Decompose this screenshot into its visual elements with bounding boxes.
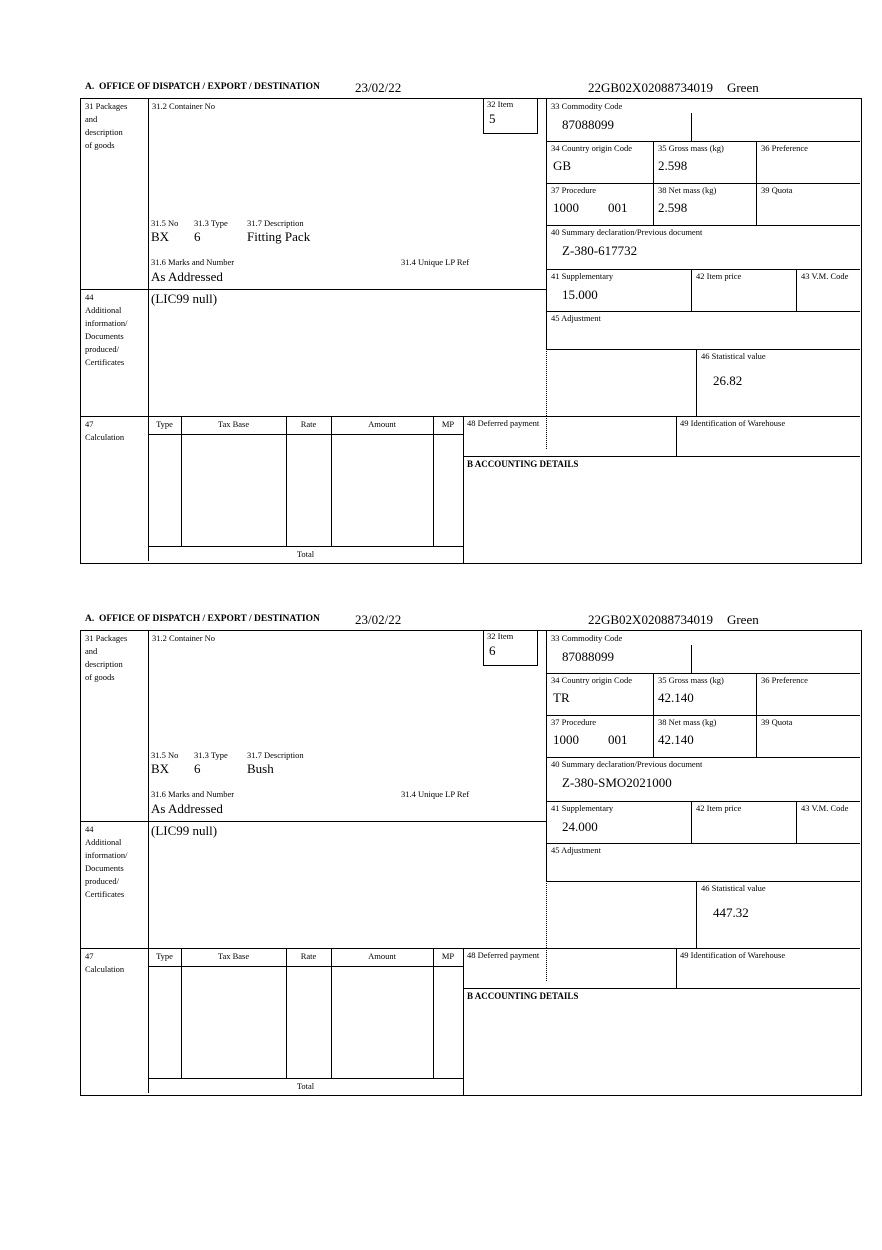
calc-col-mp: MP	[441, 951, 455, 961]
statistical-value: 447.32	[713, 905, 749, 920]
adjustment-label: 45 Adjustment	[551, 845, 601, 855]
divider-line	[546, 843, 860, 844]
declaration-item-block	[0, 80, 882, 580]
divider-line	[796, 269, 797, 311]
package-no-value: BX	[151, 229, 170, 244]
declaration-item-block	[0, 612, 882, 1112]
box44-label: 44	[85, 292, 94, 302]
divider-line	[676, 416, 677, 456]
divider-line	[796, 801, 797, 843]
dotted-divider-line	[546, 416, 547, 449]
calc-header-line	[148, 966, 463, 967]
calc-col-type: Type	[156, 419, 173, 429]
box31-label: and	[85, 646, 98, 656]
calc-col-mp: MP	[441, 419, 455, 429]
box44-label: Certificates	[85, 357, 125, 367]
calc-column-line	[433, 948, 434, 1078]
office-of-dispatch-label: A. OFFICE OF DISPATCH / EXPORT / DESTINATION	[85, 82, 320, 92]
country-origin-value: TR	[553, 690, 570, 705]
vm-code-label: 43 V.M. Code	[801, 271, 849, 281]
divider-line	[81, 416, 860, 417]
goods-description-value: Bush	[247, 761, 274, 776]
package-no-label: 31.5 No	[151, 750, 179, 760]
marks-label: 31.6 Marks and Number	[151, 257, 235, 267]
box31-label: of goods	[85, 140, 115, 150]
additional-info-value: (LIC99 null)	[151, 823, 218, 838]
package-type-label: 31.3 Type	[194, 750, 228, 760]
box44-label: Documents	[85, 863, 124, 873]
calc-column-line	[433, 416, 434, 546]
deferred-payment-label: 48 Deferred payment	[467, 418, 540, 428]
item-price-label: 42 Item price	[696, 803, 742, 813]
divider-line	[546, 311, 860, 312]
movement-reference	[588, 612, 759, 628]
divider-line	[546, 225, 860, 226]
container-no-label: 31.2 Container No	[152, 101, 216, 111]
divider-line	[546, 349, 860, 350]
commodity-code-tick-line	[691, 113, 692, 141]
box31-label: and	[85, 114, 98, 124]
box44-label: Documents	[85, 331, 124, 341]
description-label: 31.7 Description	[247, 218, 304, 228]
box44-label: Additional	[85, 837, 122, 847]
box31-label: description	[85, 127, 123, 137]
calc-total-line	[148, 546, 463, 547]
statistical-value-label: 46 Statistical value	[701, 351, 766, 361]
calc-total-line	[148, 1078, 463, 1079]
divider-line	[546, 141, 860, 142]
calc-col-amount: Amount	[368, 951, 396, 961]
marks-label: 31.6 Marks and Number	[151, 789, 235, 799]
gross-mass-value: 2.598	[658, 158, 688, 173]
calc-header-line	[148, 434, 463, 435]
calc-col-tax-base: Tax Base	[217, 419, 250, 429]
box47-label: 47	[85, 419, 94, 429]
routing-indicator: Green	[726, 80, 759, 95]
procedure-label: 37 Procedure	[551, 717, 597, 727]
calc-col-rate: Rate	[300, 951, 317, 961]
commodity-code-tick-line	[691, 645, 692, 673]
item-number-box	[483, 631, 538, 666]
supplementary-label: 41 Supplementary	[551, 271, 614, 281]
divider-line	[546, 801, 860, 802]
procedure-value: 1000	[553, 200, 579, 215]
previous-document-label: 40 Summary declaration/Previous document	[551, 227, 703, 237]
supplementary-value: 15.000	[562, 287, 598, 302]
country-origin-value: GB	[553, 158, 572, 173]
divider-line	[546, 269, 860, 270]
preference-label: 36 Preference	[761, 675, 808, 685]
calc-total-label: Total	[296, 1081, 315, 1091]
box31-label: of goods	[85, 672, 115, 682]
procedure-value-2: 001	[608, 732, 628, 747]
divider-line	[546, 757, 860, 758]
item-number-value: 5	[489, 111, 496, 126]
calc-column-line	[286, 416, 287, 546]
calc-column-line	[286, 948, 287, 1078]
net-mass-value: 2.598	[658, 200, 688, 215]
mrn-value: 22GB02X02088734019	[588, 80, 713, 95]
sad-form-grid	[80, 630, 862, 1096]
divider-line	[463, 416, 464, 563]
calc-col-tax-base: Tax Base	[217, 951, 250, 961]
item-price-label: 42 Item price	[696, 271, 742, 281]
preference-label: 36 Preference	[761, 143, 808, 153]
package-type-value: 6	[194, 229, 201, 244]
movement-reference	[588, 80, 759, 96]
divider-line	[691, 801, 692, 843]
box31-label: description	[85, 659, 123, 669]
commodity-code-label: 33 Commodity Code	[551, 101, 623, 111]
divider-line	[148, 631, 149, 1093]
statistical-value-label: 46 Statistical value	[701, 883, 766, 893]
box44-label: Additional	[85, 305, 122, 315]
country-origin-label: 34 Country origin Code	[551, 143, 632, 153]
dotted-divider-line	[546, 948, 547, 981]
box44-label: produced/	[85, 876, 119, 886]
routing-indicator: Green	[726, 612, 759, 627]
gross-mass-label: 35 Gross mass (kg)	[658, 675, 724, 685]
divider-line	[546, 715, 860, 716]
package-type-label: 31.3 Type	[194, 218, 228, 228]
quota-label: 39 Quota	[761, 717, 793, 727]
vm-code-label: 43 V.M. Code	[801, 803, 849, 813]
previous-document-value: Z-380-617732	[562, 243, 638, 258]
container-no-label: 31.2 Container No	[152, 633, 216, 643]
box44-label: information/	[85, 850, 128, 860]
declaration-date: 23/02/22	[355, 80, 402, 95]
warehouse-id-label: 49 Identification of Warehouse	[680, 418, 786, 428]
office-of-dispatch-label: A. OFFICE OF DISPATCH / EXPORT / DESTINATION	[85, 614, 320, 624]
previous-document-value: Z-380-SMO2021000	[562, 775, 672, 790]
gross-mass-value: 42.140	[658, 690, 694, 705]
additional-info-value: (LIC99 null)	[151, 291, 218, 306]
divider-line	[546, 881, 860, 882]
unique-lp-ref-label: 31.4 Unique LP Ref	[401, 257, 470, 267]
dotted-divider-line	[546, 349, 547, 416]
net-mass-value: 42.140	[658, 732, 694, 747]
supplementary-value: 24.000	[562, 819, 598, 834]
divider-line	[463, 948, 464, 1095]
box47-label: Calculation	[85, 432, 125, 442]
procedure-label: 37 Procedure	[551, 185, 597, 195]
box47-label: 47	[85, 951, 94, 961]
calc-column-line	[331, 416, 332, 546]
item-label: 32 Item	[487, 631, 514, 641]
divider-line	[546, 673, 860, 674]
calc-col-amount: Amount	[368, 419, 396, 429]
calc-column-line	[181, 416, 182, 546]
divider-line	[463, 988, 860, 989]
divider-line	[756, 673, 757, 757]
divider-line	[463, 456, 860, 457]
marks-value: As Addressed	[151, 801, 223, 816]
box47-label: Calculation	[85, 964, 125, 974]
net-mass-label: 38 Net mass (kg)	[658, 185, 717, 195]
divider-line	[756, 141, 757, 225]
deferred-payment-label: 48 Deferred payment	[467, 950, 540, 960]
gross-mass-label: 35 Gross mass (kg)	[658, 143, 724, 153]
supplementary-label: 41 Supplementary	[551, 803, 614, 813]
warehouse-id-label: 49 Identification of Warehouse	[680, 950, 786, 960]
statistical-value: 26.82	[713, 373, 743, 388]
divider-line	[653, 141, 654, 225]
marks-value: As Addressed	[151, 269, 223, 284]
calc-column-line	[181, 948, 182, 1078]
sad-form-grid	[80, 98, 862, 564]
mrn-value: 22GB02X02088734019	[588, 612, 713, 627]
package-no-label: 31.5 No	[151, 218, 179, 228]
procedure-value: 1000	[553, 732, 579, 747]
item-label: 32 Item	[487, 99, 514, 109]
box44-label: information/	[85, 318, 128, 328]
package-type-value: 6	[194, 761, 201, 776]
accounting-details-label: B ACCOUNTING DETAILS	[467, 991, 579, 1001]
quota-label: 39 Quota	[761, 185, 793, 195]
divider-line	[81, 948, 860, 949]
divider-line	[81, 821, 546, 822]
divider-line	[546, 183, 860, 184]
divider-line	[81, 289, 546, 290]
calc-col-type: Type	[156, 951, 173, 961]
net-mass-label: 38 Net mass (kg)	[658, 717, 717, 727]
commodity-code-value: 87088099	[562, 117, 614, 132]
box44-label: produced/	[85, 344, 119, 354]
dotted-divider-line	[546, 881, 547, 948]
item-number-value: 6	[489, 643, 496, 658]
divider-line	[696, 881, 697, 948]
box44-label: Certificates	[85, 889, 125, 899]
package-no-value: BX	[151, 761, 170, 776]
country-origin-label: 34 Country origin Code	[551, 675, 632, 685]
box31-label: 31 Packages	[85, 633, 128, 643]
adjustment-label: 45 Adjustment	[551, 313, 601, 323]
divider-line	[691, 269, 692, 311]
divider-line	[653, 673, 654, 757]
divider-line	[676, 948, 677, 988]
goods-description-value: Fitting Pack	[247, 229, 311, 244]
box44-label: 44	[85, 824, 94, 834]
item-number-box	[483, 99, 538, 134]
description-label: 31.7 Description	[247, 750, 304, 760]
commodity-code-value: 87088099	[562, 649, 614, 664]
calc-column-line	[331, 948, 332, 1078]
unique-lp-ref-label: 31.4 Unique LP Ref	[401, 789, 470, 799]
divider-line	[696, 349, 697, 416]
accounting-details-label: B ACCOUNTING DETAILS	[467, 459, 579, 469]
divider-line	[148, 99, 149, 561]
declaration-date: 23/02/22	[355, 612, 402, 627]
box31-label: 31 Packages	[85, 101, 128, 111]
previous-document-label: 40 Summary declaration/Previous document	[551, 759, 703, 769]
commodity-code-label: 33 Commodity Code	[551, 633, 623, 643]
calc-col-rate: Rate	[300, 419, 317, 429]
calc-total-label: Total	[296, 549, 315, 559]
procedure-value-2: 001	[608, 200, 628, 215]
